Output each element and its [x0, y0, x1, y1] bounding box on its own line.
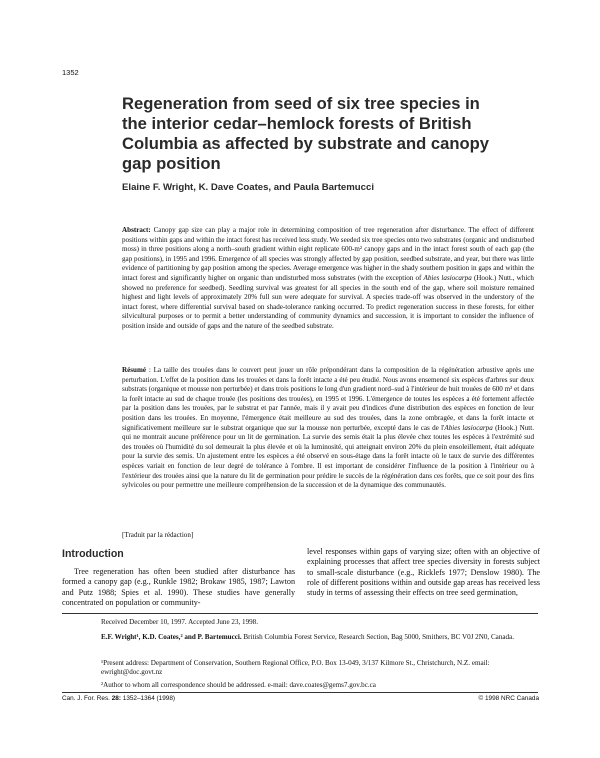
received-date: Received December 10, 1997. Accepted June 23, 1998. — [101, 618, 258, 626]
resume-text: : La taille des trouées dans le couvert peut jouer un rôle prépondérant dans la composition de la régénération arbustive après une perturbation. L'effet de la position dans les trouées et dans la forêt intacte a été peu étudié. Nous avons ensemencé six espèces d'arbres sur deux substrats (organique et mousse non perturbée) et dans trois positions le long d'un gradient nord–sud à l'intérieur de huit trouées de 600 m² et dans la forêt intacte au sud de chaque trouée (les positions des trouées), en 1995 et 1996. L'émergence de toutes les espèces a été fortement affectée par la position dans les trouées, par le substrat et par l'année, mais il y avait peu d'indices d'une distribution des espèces en fonction de leur position dans les trouées. En moyenne, l'émergence était meilleure au sud des trouées, dans la zone ombragée, et dans la forêt intacte et significativement meilleure sur le substrat organique que sur la mousse non perturbée, excepté dans le cas de l' — [122, 366, 534, 432]
abstract-text-end: (Hook.) Nutt., which showed no preference for seedbed). Seedling survival was greatest for all species in the south end of the gap, where soil moisture remained highest and light levels of approximately 20% full sun were adequate for survival. A species trade-off was observed in the understory of the intact forest, where differential survival based on shade-tolerance ranking occurred. To predict regeneration success in these forests, for either silvicultural purposes or to permit a better understanding of community dynamics and succession, it is important to consider the influence of position inside and outside of gaps and the nature of the seedbed substrate. — [122, 273, 534, 330]
introduction-heading: Introduction — [62, 548, 124, 560]
abstract-label: Abstract: — [122, 226, 151, 234]
resume-label: Résumé — [122, 366, 147, 374]
resume-species: Abies lasiocarpa — [444, 423, 493, 432]
journal-name: Can. J. For. Res. — [62, 695, 110, 702]
abstract-species: Abies lasiocarpa — [423, 273, 472, 282]
author-affiliation-names: E.F. Wright¹, K.D. Coates,² and P. Bartemucci. — [101, 633, 242, 641]
journal-volume: 28: — [111, 695, 121, 702]
introduction-left-column: Tree regeneration has often been studied after disturbance has formed a canopy gap (e.g., Runkle 1982; Brokaw 1985, 1987; Lawton and Putz 1988; Spies et al. 1990). These studies have generally concentrated on population or community- — [62, 567, 295, 607]
translation-note: [Traduit par la rédaction] — [122, 531, 194, 539]
journal-citation — [62, 695, 175, 702]
correspondence-footnote: ²Author to whom all correspondence should be addressed. e-mail: dave.coates@gems7.gov.bc.ca — [101, 681, 376, 689]
paper-title: Regeneration from seed of six tree species in the interior cedar–hemlock forests of British Columbia as affected by substrate and canopy gap position — [122, 94, 489, 173]
copyright-notice: © 1998 NRC Canada — [478, 695, 539, 702]
footer-divider — [62, 692, 538, 693]
journal-pages: 1352–1364 (1998) — [122, 695, 176, 702]
author-affiliation — [101, 633, 537, 642]
abstract — [122, 226, 534, 332]
introduction-right-column: level responses within gaps of varying size; often with an objective of explaining processes that affect tree species diversity in forests subject to small-scale disturbance (e.g., Ricklefs 1977; Denslow 1980). The role of different positions within and outside gap areas has received less study in terms of assessing their effects on tree seed germination, — [307, 547, 540, 598]
author-list: Elaine F. Wright, K. Dave Coates, and Paula Bartemucci — [122, 182, 374, 193]
author-affiliation-text: British Columbia Forest Service, Research Section, Bag 5000, Smithers, BC V0J 2N0, Canada. — [243, 633, 514, 641]
resume-text-end: (Hook.) Nutt. qui ne montrait aucune préférence pour un lit de germination. La survie des semis était la plus élevée chez toutes les espèces à l'extrémité sud des trouées où l'humidité du sol demeurait la plus élevée et où la luminosité, qui atteignait environ 20% du plein ensoleillement, était adéquate pour la survie des semis. Un ajustement entre les espèces a été observé en sous-étage dans la forêt intacte où le taux de survie des différentes espèces variait en fonction de leur degré de tolérance à l'ombre. Il est important de considérer l'influence de la position à l'intérieur ou à l'extérieur des trouées ainsi que la nature du lit de germination pour prédire le succès de la régénération dans ces forêts, que ce soit pour des fins sylvicoles ou pour permettre une meilleure compréhension de la succession et de la dynamique des communautés. — [122, 423, 534, 490]
present-address-footnote: ¹Present address: Department of Conservation, Southern Regional Office, P.O. Box 13-049, 3/137 Kilmore St., Christchurch, N.Z. email: ewright@doc.govt.nz — [101, 659, 490, 677]
resume — [122, 366, 534, 491]
footnote-divider — [62, 613, 538, 614]
page-number: 1352 — [62, 68, 79, 77]
abstract-text: Canopy gap size can play a major role in determining composition of tree regeneration after disturbance. The effect of different positions within gaps and within the intact forest has received less study. We seeded six tree species onto two substrates (organic and undisturbed moss) in three positions along a north–south gradient within eight replicate 600-m² canopy gaps and in the intact forest south of each gap (the gap positions), in 1995 and 1996. Emergence of all species was strongly affected by gap position, seedbed substrate, and year, but there was little evidence of partitioning by gap position among the species. Average emergence was higher in the shady southern position in gaps and within the intact forest and significantly higher on organic than undisturbed moss substrates (with the exception of — [122, 226, 535, 282]
